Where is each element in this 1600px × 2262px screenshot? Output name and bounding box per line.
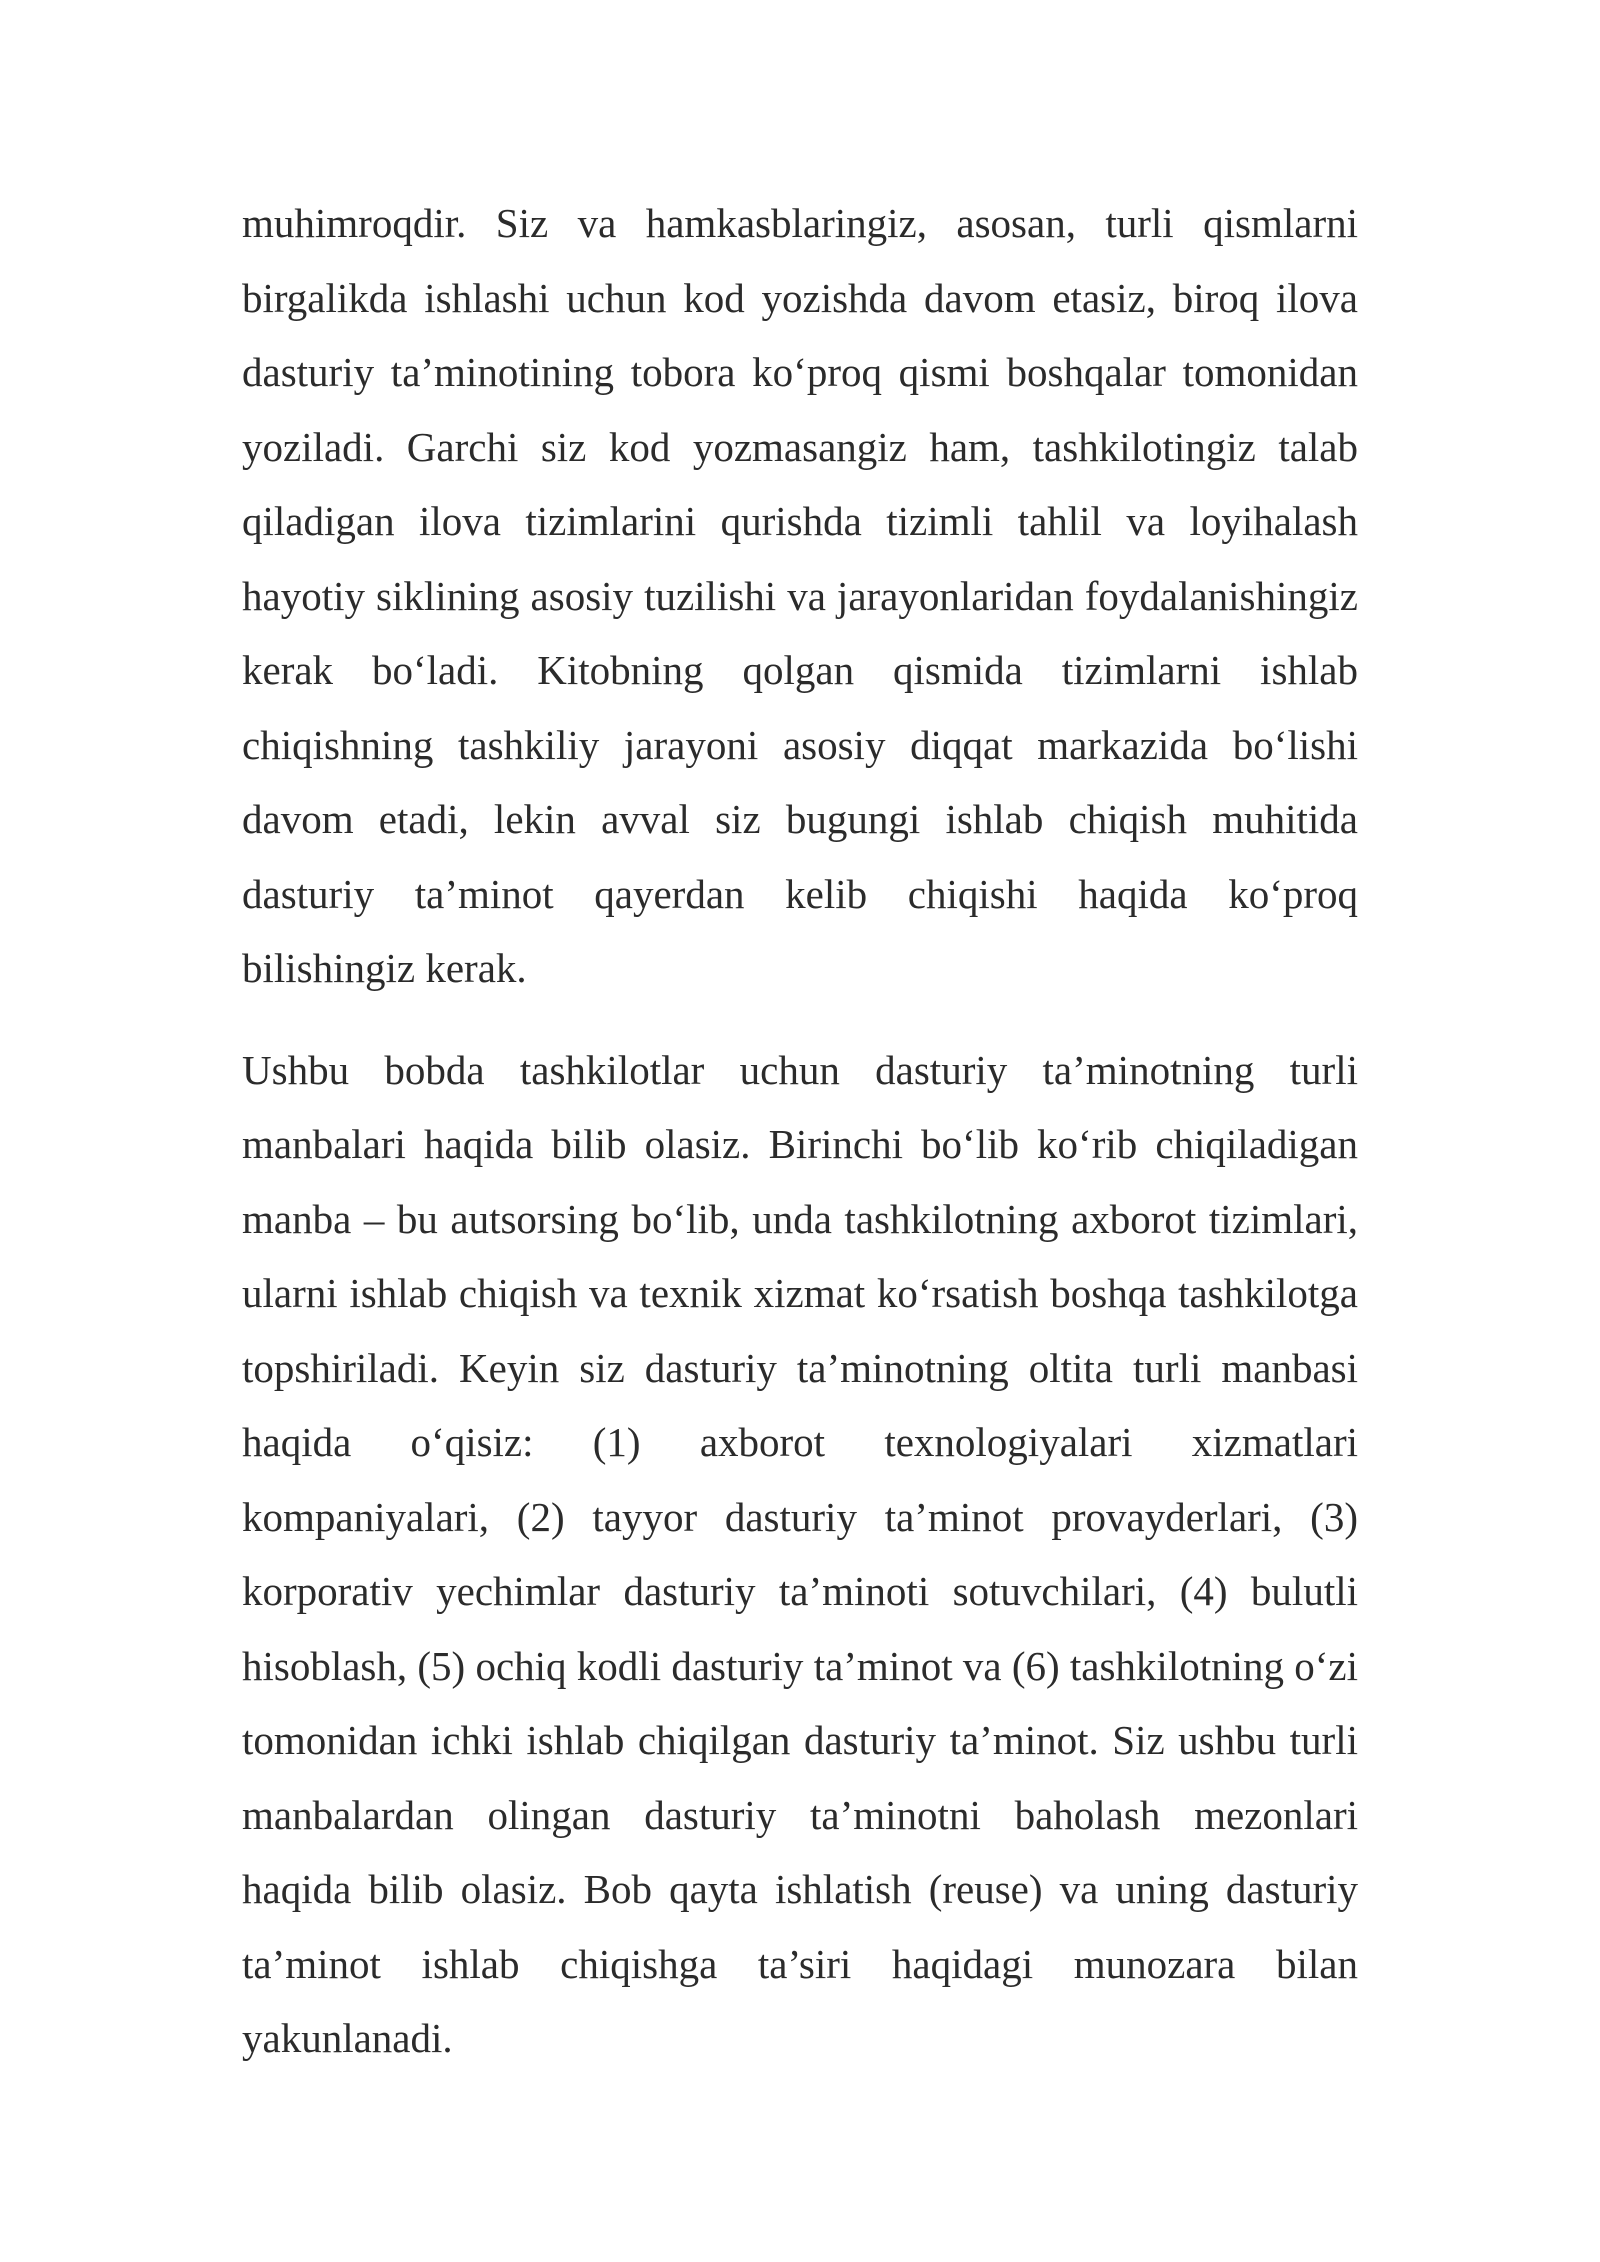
paragraph-1: muhimroqdir. Siz va hamkasblaringiz, asosan, turli qismlarni birgalikda ishlashi uchun kod yozishda davom etasiz, biroq ilova dasturiy ta’minotining tobora ko‘proq qismi boshqalar tomonidan yoziladi. Garchi siz kod yozmasangiz ham, tashkilotingiz talab qiladigan ilova tizimlarini qurishda tizimli tahlil va loyihalash hayotiy siklining asosiy tuzilishi va jarayonlaridan foydalanishingiz kerak bo‘ladi. Kitobning qolgan qismida tizimlarni ishlab chiqishning tashkiliy jarayoni asosiy diqqat markazida bo‘lishi davom etadi, lekin avval siz bugungi ishlab chiqish muhitida dasturiy ta’minot qayerdan kelib chiqishi haqida ko‘proq bilishingiz kerak. [242,200,1358,991]
paragraph-2: Ushbu bobda tashkilotlar uchun dasturiy ta’minotning turli manbalari haqida bilib olasiz. Birinchi bo‘lib ko‘rib chiqiladigan manba – bu autsorsing bo‘lib, unda tashkilotning axborot tizimlari, ularni ishlab chiqish va texnik xizmat ko‘rsatish boshqa tashkilotga topshiriladi. Keyin siz dasturiy ta’minotning oltita turli manbasi haqida o‘qisiz: (1) axborot texnologiyalari xizmatlari kompaniyalari, (2) tayyor dasturiy ta’minot provayderlari, (3) korporativ yechimlar dasturiy ta’minoti sotuvchilari, (4) bulutli hisoblash, (5) ochiq kodli dasturiy ta’minot va (6) tashkilotning o‘zi tomonidan ichki ishlab chiqilgan dasturiy ta’minot. Siz ushbu turli manbalardan olingan dasturiy ta’minotni baholash mezonlari haqida bilib olasiz. Bob qayta ishlatish (reuse) va uning dasturiy ta’minot ishlab chiqishga ta’siri haqidagi munozara bilan yakunlanadi. [242,1046,1358,2061]
body-text [242,186,1358,2076]
